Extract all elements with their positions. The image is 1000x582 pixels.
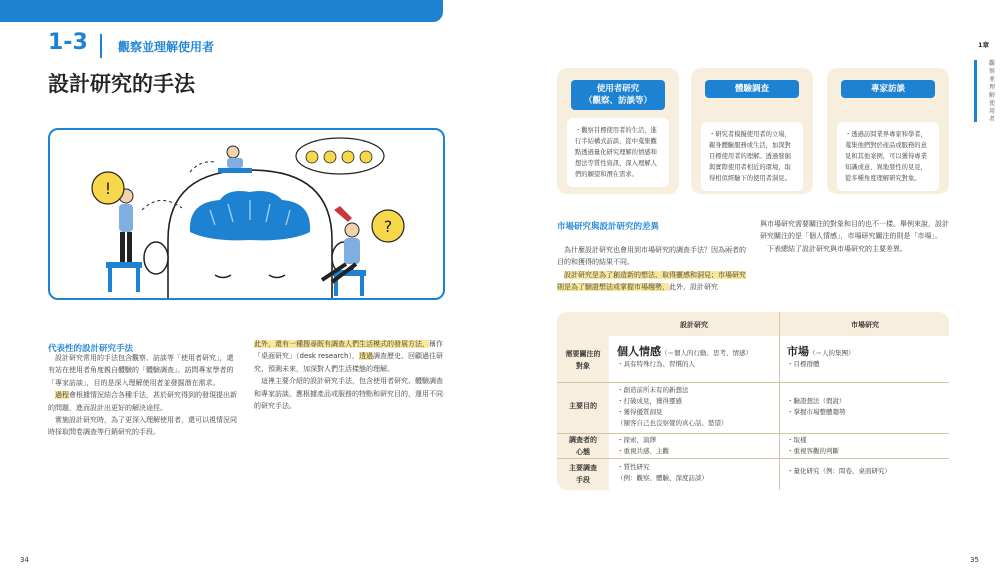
cell-item: ・重視客觀的判斷: [787, 447, 839, 455]
desk-research-paragraph: [254, 338, 444, 375]
row-label: 調查者的 心態: [569, 436, 597, 456]
page-title: 設計研究的手法: [48, 72, 195, 96]
table-cell: [787, 466, 947, 477]
section-divider: [100, 34, 102, 58]
diff-paragraph: 為什麼設計研究也會用到市場研究的調查手法？因為兩者的目的和獲得的結果不同。: [557, 246, 746, 267]
row-divider: [557, 382, 949, 383]
left-person-body: [119, 204, 133, 232]
card-title: 使用者研究 （觀察、訪談等）: [571, 80, 665, 110]
megaphone-icon: [334, 206, 352, 222]
card-user-research: [557, 68, 679, 194]
left-stool-leg: [136, 268, 140, 292]
card-expert-interview: [827, 68, 949, 194]
card-body: ・透過訪問業界專家和學者，蒐集他們對於產品或服務的意見和其他案例，可以獲得專業知識或意、異地發性的見見，從多種角度理解研究對象。: [837, 122, 939, 191]
chapter-side-text: 觀察並理解使用者: [989, 60, 996, 123]
left-person-leg: [120, 232, 125, 262]
methods-summary-paragraph: 這裡主要介紹的設計研究手法，包含使用者研究、體驗調查和專家訪談。應根據產品或服務的特點和研究目的，運用不同的研究手法。: [254, 377, 443, 411]
diff-paragraph-4: 下表總結了設計研究與市場研究的主要差異。: [767, 244, 907, 253]
methods-paragraph: 設計研究常用的手法包含觀察、訪談等「使用者研究」，還有站在使用者角度親自體驗的「體驗調查」、訪問專家學者的「專家訪談」，目的是深入理解使用者並發掘潛在需求。: [48, 354, 234, 387]
cell-item: ・具有特殊行為、習慣的人: [617, 360, 695, 368]
table-header-design: 設計研究: [680, 321, 708, 329]
table-cell: [787, 346, 947, 370]
section-title: 觀察並理解使用者: [118, 40, 215, 54]
card-body: ・研究者模擬使用者的立場，親身體驗服務或生活，加深對目標使用者的理解。透過發掘與實際使用者相近的環境，取得相似經驗下的使用者洞見。: [701, 122, 803, 191]
card-body: ・觀察目標使用者的生活，進行半結構式訪談，從中蒐集觀點透過量化研究理解的情感和想法等質性資訊，深入理解人們的願望和潛在需求。: [567, 118, 669, 187]
mid-person-head: [227, 146, 239, 158]
left-ear: [144, 242, 168, 274]
cell-item: ・質性研究: [617, 463, 650, 471]
table-cell: [617, 385, 777, 429]
table-header-market: 市場研究: [851, 321, 879, 329]
cell-big-text: 個人情感: [617, 345, 661, 358]
cell-item: ・創造前所未有的新想法: [617, 386, 689, 394]
row-divider: [557, 458, 949, 459]
methods-col1: [48, 352, 238, 439]
text-span: 稱作「桌面研究」（desk research），: [254, 340, 443, 361]
cell-item: ・探索、演繹: [617, 436, 656, 444]
table-cell: [787, 396, 947, 418]
table-cell: [617, 346, 777, 370]
illustration-svg: [50, 130, 443, 298]
table-cell: [617, 462, 777, 484]
column-divider: [779, 312, 780, 490]
methods-col2: [254, 338, 444, 412]
cell-item: （額客自己也沒察覺的真心話、慾望）: [617, 419, 728, 427]
diff-heading: 市場研究與設計研究的差異: [557, 222, 660, 232]
research-illustration: [48, 128, 445, 300]
cell-item: ・掌握市場整體趨勢: [787, 408, 846, 416]
table-cell: [787, 435, 947, 457]
highlight: 設計研究是為了創造新的想法、取得靈感和洞見；市場研究則是為了驗證想法或掌握市場趨勢，: [557, 270, 746, 292]
page-number-left: 34: [20, 556, 29, 564]
exclamation-mark: !: [104, 179, 112, 198]
cell-item: （例：觀察、體驗、深度訪談）: [617, 474, 708, 482]
left-stool-top: [106, 262, 142, 268]
right-person-body: [344, 238, 360, 264]
question-mark: ?: [383, 217, 393, 236]
cell-item: ・打破成見，獲得靈感: [617, 397, 682, 405]
text-span: 調查歷史、回顧過往研究、預測未來，加深對人們生活樣態的理解。: [254, 352, 443, 373]
cell-item: ・重視共感、主觀: [617, 447, 669, 455]
row-label: 主要調查 手段: [569, 464, 597, 484]
highlight: 透過: [358, 352, 373, 361]
row-divider: [557, 433, 949, 434]
row-label: 需要關注的 對象: [565, 350, 601, 370]
left-stool-leg: [108, 268, 112, 292]
cell-item: ・量化研究（例：問卷、桌面研究）: [787, 467, 891, 475]
diff-paragraph-3: 與市場研究需要關注的對象和目的也不一樣。舉例來說，設計研究關注的是「個人情感」，市場研究關注的則是「市場」。: [760, 220, 949, 241]
mid-stool-top: [218, 168, 252, 173]
cell-item: ・獲得優質洞見: [617, 408, 663, 416]
methods-heading: 代表性的設計研究手法: [48, 344, 134, 354]
diff-col1: [557, 244, 747, 294]
mid-person-body: [227, 158, 243, 168]
chapter-tab: [974, 60, 977, 122]
cell-item: ・取樣: [787, 436, 807, 444]
row-label: 主要目的: [569, 402, 597, 410]
right-person-head: [345, 223, 359, 237]
table-cell: [617, 435, 777, 457]
comparison-table: [557, 312, 949, 490]
cell-small-text: （＝個人的行動、思考、情感）: [661, 349, 752, 357]
right-stool-leg: [360, 276, 364, 296]
methods-paragraph-3: 實施設計研究時，為了更深入理解使用者，還可以視情況同時採取問卷調查等行銷研究的手段。: [48, 416, 237, 437]
card-title: 專家訪談: [841, 80, 935, 98]
cell-small-text: （＝人的集團）: [809, 349, 855, 357]
highlight: 此外，還有一種搜尋既有調查人們生活模式的發展方法，: [254, 340, 429, 348]
card-title: 體驗調查: [705, 80, 799, 98]
text-span: 此外，設計研究: [669, 283, 718, 292]
dashed-arrow: [190, 162, 216, 172]
face-icon: [324, 151, 336, 163]
left-person-leg: [127, 232, 132, 262]
top-color-bar: [0, 0, 443, 22]
diff-paragraph-2: [557, 269, 747, 294]
methods-paragraph-2: [48, 389, 238, 414]
face-icon: [360, 151, 372, 163]
chapter-marker: 1章: [978, 41, 990, 49]
face-icon: [342, 151, 354, 163]
cell-big-text: 市場: [787, 345, 809, 358]
diff-col2: [760, 218, 950, 255]
cell-item: ・驗證想法（假說）: [787, 397, 846, 405]
face-icon: [306, 151, 318, 163]
section-number: 1-3: [48, 30, 88, 55]
highlight: 過程: [55, 391, 69, 400]
text-span: 會根據情況結合各種手法，甚於研究得到的發現提出新的問題，進而設計出更好的解決途徑。: [48, 391, 237, 412]
page-number-right: 35: [970, 556, 979, 564]
card-experience-survey: [691, 68, 813, 194]
cell-item: ・目標群體: [787, 360, 820, 368]
